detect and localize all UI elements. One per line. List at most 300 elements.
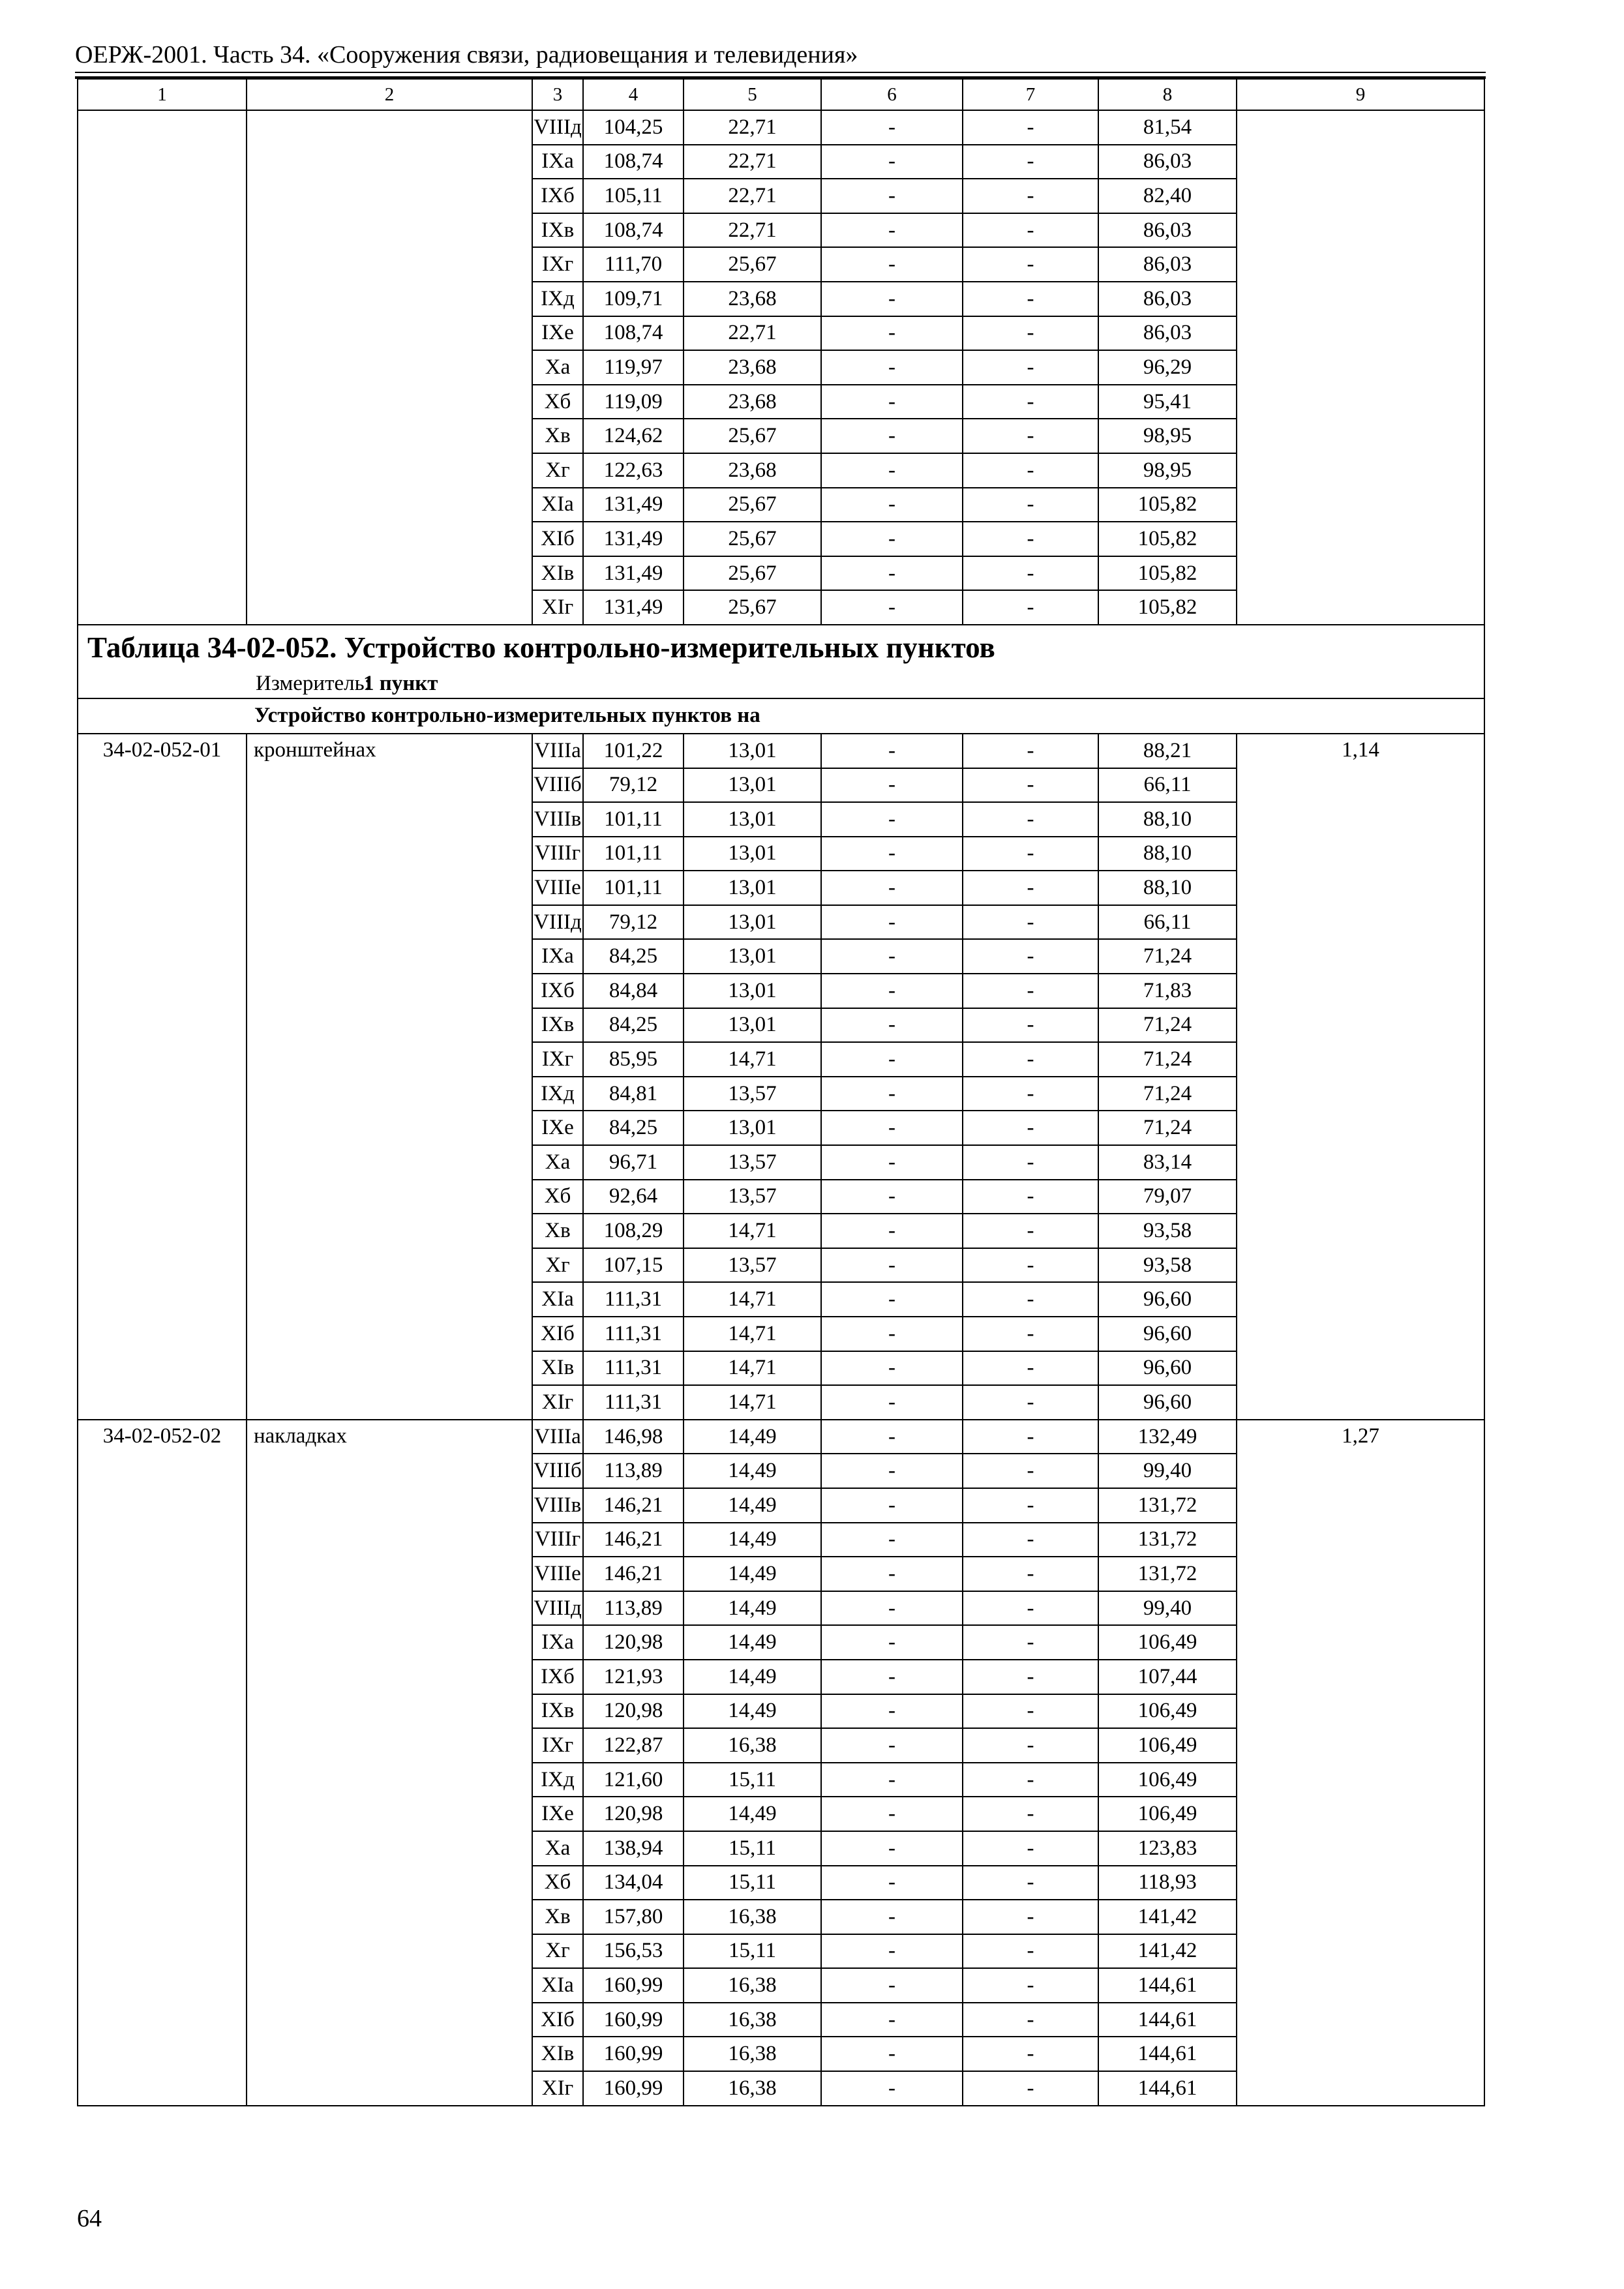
- materials-cell: 95,41: [1098, 385, 1237, 419]
- wages-cell: 22,71: [684, 316, 821, 351]
- zone-cell: Xг: [532, 1934, 583, 1969]
- direct-costs-cell: 134,04: [583, 1866, 684, 1900]
- wages-cell: 13,57: [684, 1248, 821, 1283]
- wages-cell: 16,38: [684, 2037, 821, 2071]
- materials-cell: 118,93: [1098, 1866, 1237, 1900]
- driver-wages-cell: -: [963, 1900, 1098, 1934]
- column-number: 8: [1098, 79, 1237, 110]
- direct-costs-cell: 121,93: [583, 1660, 684, 1694]
- wages-cell: 23,68: [684, 385, 821, 419]
- wages-cell: 23,68: [684, 282, 821, 316]
- materials-cell: 106,49: [1098, 1728, 1237, 1763]
- zone-cell: IXг: [532, 247, 583, 282]
- column-number-row: [78, 79, 1484, 110]
- zone-cell: VIIIб: [532, 768, 583, 803]
- zone-cell: XIб: [532, 522, 583, 556]
- zone-cell: IXе: [532, 1797, 583, 1831]
- machines-cell: -: [821, 1866, 963, 1900]
- driver-wages-cell: -: [963, 1488, 1098, 1523]
- materials-cell: 96,60: [1098, 1317, 1237, 1351]
- materials-cell: 105,82: [1098, 522, 1237, 556]
- wages-cell: 14,49: [684, 1557, 821, 1591]
- materials-cell: 88,10: [1098, 802, 1237, 837]
- direct-costs-cell: 101,22: [583, 734, 684, 768]
- column-number: 6: [821, 79, 963, 110]
- direct-costs-cell: 131,49: [583, 488, 684, 522]
- driver-wages-cell: -: [963, 1420, 1098, 1454]
- materials-cell: 71,24: [1098, 1111, 1237, 1145]
- materials-cell: 107,44: [1098, 1660, 1237, 1694]
- zone-cell: VIIIа: [532, 734, 583, 768]
- direct-costs-cell: 108,74: [583, 145, 684, 179]
- table-row: [78, 1420, 1484, 1454]
- machines-cell: -: [821, 2037, 963, 2071]
- meter-value: 1 пункт: [363, 671, 438, 695]
- materials-cell: 66,11: [1098, 905, 1237, 940]
- direct-costs-cell: 84,25: [583, 1008, 684, 1043]
- machines-cell: -: [821, 1831, 963, 1866]
- machines-cell: -: [821, 768, 963, 803]
- direct-costs-cell: 111,31: [583, 1385, 684, 1420]
- wages-cell: 13,01: [684, 1111, 821, 1145]
- wages-cell: 14,71: [684, 1317, 821, 1351]
- driver-wages-cell: -: [963, 590, 1098, 625]
- zone-cell: VIIIв: [532, 1488, 583, 1523]
- wages-cell: 14,49: [684, 1694, 821, 1729]
- zone-cell: IXб: [532, 974, 583, 1008]
- zone-cell: VIIIд: [532, 1591, 583, 1626]
- driver-wages-cell: -: [963, 1145, 1098, 1180]
- wages-cell: 14,71: [684, 1042, 821, 1077]
- zone-cell: XIв: [532, 556, 583, 591]
- driver-wages-cell: -: [963, 1660, 1098, 1694]
- materials-cell: 71,24: [1098, 1042, 1237, 1077]
- machines-cell: -: [821, 213, 963, 248]
- wages-cell: 16,38: [684, 2071, 821, 2106]
- driver-wages-cell: -: [963, 2071, 1098, 2106]
- machines-cell: -: [821, 2003, 963, 2037]
- zone-cell: Xв: [532, 1214, 583, 1248]
- direct-costs-cell: 156,53: [583, 1934, 684, 1969]
- machines-cell: -: [821, 1111, 963, 1145]
- zone-cell: Xб: [532, 1866, 583, 1900]
- machines-cell: -: [821, 939, 963, 974]
- driver-wages-cell: -: [963, 1934, 1098, 1969]
- code-cell: 34-02-052-02: [78, 1420, 247, 2106]
- materials-cell: 106,49: [1098, 1797, 1237, 1831]
- materials-cell: 106,49: [1098, 1763, 1237, 1797]
- zone-cell: XIв: [532, 1351, 583, 1386]
- driver-wages-cell: -: [963, 1523, 1098, 1557]
- wages-cell: 15,11: [684, 1831, 821, 1866]
- driver-wages-cell: -: [963, 1968, 1098, 2003]
- machines-cell: -: [821, 1763, 963, 1797]
- materials-cell: 96,29: [1098, 350, 1237, 385]
- machines-cell: -: [821, 282, 963, 316]
- materials-cell: 81,54: [1098, 110, 1237, 145]
- machines-cell: -: [821, 179, 963, 213]
- wages-cell: 15,11: [684, 1763, 821, 1797]
- driver-wages-cell: -: [963, 1351, 1098, 1386]
- wages-cell: 14,49: [684, 1454, 821, 1488]
- wages-cell: 13,57: [684, 1077, 821, 1111]
- materials-cell: 96,60: [1098, 1351, 1237, 1386]
- zone-cell: XIа: [532, 488, 583, 522]
- machines-cell: -: [821, 1968, 963, 2003]
- wages-cell: 14,49: [684, 1523, 821, 1557]
- wages-cell: 13,57: [684, 1145, 821, 1180]
- driver-wages-cell: -: [963, 1008, 1098, 1043]
- column-number: 9: [1237, 79, 1484, 110]
- machines-cell: -: [821, 1420, 963, 1454]
- zone-cell: Xа: [532, 1145, 583, 1180]
- driver-wages-cell: -: [963, 1625, 1098, 1660]
- driver-wages-cell: -: [963, 871, 1098, 905]
- page-number: 64: [77, 2205, 102, 2232]
- materials-cell: 99,40: [1098, 1454, 1237, 1488]
- wages-cell: 16,38: [684, 1900, 821, 1934]
- materials-cell: 98,95: [1098, 419, 1237, 453]
- machines-cell: -: [821, 1248, 963, 1283]
- driver-wages-cell: -: [963, 1694, 1098, 1729]
- zone-cell: IXг: [532, 1728, 583, 1763]
- zone-cell: IXа: [532, 1625, 583, 1660]
- materials-cell: 123,83: [1098, 1831, 1237, 1866]
- machines-cell: -: [821, 1557, 963, 1591]
- direct-costs-cell: 109,71: [583, 282, 684, 316]
- materials-cell: 105,82: [1098, 590, 1237, 625]
- zone-cell: XIг: [532, 590, 583, 625]
- materials-cell: 106,49: [1098, 1694, 1237, 1729]
- wages-cell: 14,71: [684, 1351, 821, 1386]
- driver-wages-cell: -: [963, 282, 1098, 316]
- direct-costs-cell: 84,84: [583, 974, 684, 1008]
- machines-cell: -: [821, 453, 963, 488]
- machines-cell: -: [821, 590, 963, 625]
- machines-cell: -: [821, 1523, 963, 1557]
- direct-costs-cell: 85,95: [583, 1042, 684, 1077]
- driver-wages-cell: -: [963, 2003, 1098, 2037]
- machines-cell: -: [821, 1488, 963, 1523]
- direct-costs-cell: 84,25: [583, 1111, 684, 1145]
- extra-cell: [1237, 110, 1484, 625]
- direct-costs-cell: 120,98: [583, 1797, 684, 1831]
- materials-cell: 83,14: [1098, 1145, 1237, 1180]
- zone-cell: IXа: [532, 145, 583, 179]
- materials-cell: 82,40: [1098, 179, 1237, 213]
- machines-cell: -: [821, 1385, 963, 1420]
- table-row: [78, 110, 1484, 145]
- machines-cell: -: [821, 1454, 963, 1488]
- zone-cell: IXе: [532, 316, 583, 351]
- zone-cell: VIIIд: [532, 110, 583, 145]
- driver-wages-cell: -: [963, 316, 1098, 351]
- driver-wages-cell: -: [963, 145, 1098, 179]
- wages-cell: 13,01: [684, 768, 821, 803]
- wages-cell: 25,67: [684, 590, 821, 625]
- machines-cell: -: [821, 556, 963, 591]
- machines-cell: -: [821, 1077, 963, 1111]
- name-cell: кронштейнах: [247, 734, 532, 1420]
- machines-cell: -: [821, 110, 963, 145]
- direct-costs-cell: 101,11: [583, 802, 684, 837]
- wages-cell: 13,01: [684, 837, 821, 871]
- direct-costs-cell: 104,25: [583, 110, 684, 145]
- rate-table: [77, 78, 1485, 2106]
- wages-cell: 13,01: [684, 974, 821, 1008]
- direct-costs-cell: 131,49: [583, 556, 684, 591]
- header-rule: [75, 72, 1486, 73]
- direct-costs-cell: 108,74: [583, 213, 684, 248]
- materials-cell: 144,61: [1098, 1968, 1237, 2003]
- direct-costs-cell: 131,49: [583, 522, 684, 556]
- materials-cell: 105,82: [1098, 488, 1237, 522]
- driver-wages-cell: -: [963, 1282, 1098, 1317]
- driver-wages-cell: -: [963, 350, 1098, 385]
- zone-cell: Xб: [532, 1180, 583, 1214]
- direct-costs-cell: 105,11: [583, 179, 684, 213]
- direct-costs-cell: 138,94: [583, 1831, 684, 1866]
- table-title: Таблица 34-02-052. Устройство контрольно-измерительных пунктов: [87, 631, 995, 664]
- wages-cell: 25,67: [684, 419, 821, 453]
- zone-cell: VIIIе: [532, 1557, 583, 1591]
- machines-cell: -: [821, 1591, 963, 1626]
- wages-cell: 22,71: [684, 213, 821, 248]
- zone-cell: IXв: [532, 1008, 583, 1043]
- running-header: ОЕРЖ-2001. Часть 34. «Сооружения связи, радиовещания и телевидения»: [75, 41, 858, 68]
- zone-cell: VIIIг: [532, 837, 583, 871]
- machines-cell: -: [821, 1934, 963, 1969]
- zone-cell: XIа: [532, 1282, 583, 1317]
- machines-cell: -: [821, 1625, 963, 1660]
- driver-wages-cell: -: [963, 556, 1098, 591]
- zone-cell: Xа: [532, 350, 583, 385]
- machines-cell: -: [821, 385, 963, 419]
- wages-cell: 14,49: [684, 1660, 821, 1694]
- machines-cell: -: [821, 1145, 963, 1180]
- direct-costs-cell: 146,98: [583, 1420, 684, 1454]
- driver-wages-cell: -: [963, 1385, 1098, 1420]
- machines-cell: -: [821, 1728, 963, 1763]
- zone-cell: XIа: [532, 1968, 583, 2003]
- direct-costs-cell: 146,21: [583, 1523, 684, 1557]
- machines-cell: -: [821, 1317, 963, 1351]
- driver-wages-cell: -: [963, 179, 1098, 213]
- extra-cell: 1,14: [1237, 734, 1484, 1420]
- driver-wages-cell: -: [963, 1797, 1098, 1831]
- materials-cell: 71,83: [1098, 974, 1237, 1008]
- zone-cell: VIIIв: [532, 802, 583, 837]
- driver-wages-cell: -: [963, 1831, 1098, 1866]
- machines-cell: -: [821, 522, 963, 556]
- wages-cell: 14,49: [684, 1625, 821, 1660]
- machines-cell: -: [821, 247, 963, 282]
- wages-cell: 25,67: [684, 488, 821, 522]
- wages-cell: 14,71: [684, 1282, 821, 1317]
- zone-cell: IXд: [532, 1077, 583, 1111]
- direct-costs-cell: 121,60: [583, 1763, 684, 1797]
- driver-wages-cell: -: [963, 453, 1098, 488]
- wages-cell: 25,67: [684, 522, 821, 556]
- column-number: 3: [532, 79, 583, 110]
- machines-cell: -: [821, 1660, 963, 1694]
- direct-costs-cell: 131,49: [583, 590, 684, 625]
- machines-cell: -: [821, 871, 963, 905]
- machines-cell: -: [821, 2071, 963, 2106]
- name-cell: [247, 110, 532, 625]
- direct-costs-cell: 107,15: [583, 1248, 684, 1283]
- wages-cell: 15,11: [684, 1934, 821, 1969]
- materials-cell: 99,40: [1098, 1591, 1237, 1626]
- direct-costs-cell: 160,99: [583, 2003, 684, 2037]
- direct-costs-cell: 113,89: [583, 1454, 684, 1488]
- wages-cell: 22,71: [684, 179, 821, 213]
- wages-cell: 14,49: [684, 1797, 821, 1831]
- zone-cell: Xв: [532, 1900, 583, 1934]
- wages-cell: 13,01: [684, 734, 821, 768]
- table-title-cell: [78, 625, 1484, 698]
- machines-cell: -: [821, 419, 963, 453]
- driver-wages-cell: -: [963, 939, 1098, 974]
- driver-wages-cell: -: [963, 768, 1098, 803]
- direct-costs-cell: 101,11: [583, 837, 684, 871]
- zone-cell: IXв: [532, 213, 583, 248]
- zone-cell: Xа: [532, 1831, 583, 1866]
- driver-wages-cell: -: [963, 419, 1098, 453]
- materials-cell: 86,03: [1098, 316, 1237, 351]
- driver-wages-cell: -: [963, 1317, 1098, 1351]
- machines-cell: -: [821, 1797, 963, 1831]
- materials-cell: 88,10: [1098, 871, 1237, 905]
- materials-cell: 141,42: [1098, 1900, 1237, 1934]
- zone-cell: VIIIг: [532, 1523, 583, 1557]
- column-number: 4: [583, 79, 684, 110]
- wages-cell: 15,11: [684, 1866, 821, 1900]
- driver-wages-cell: -: [963, 110, 1098, 145]
- materials-cell: 144,61: [1098, 2003, 1237, 2037]
- direct-costs-cell: 120,98: [583, 1625, 684, 1660]
- table-title-row: [78, 625, 1484, 698]
- zone-cell: IXб: [532, 1660, 583, 1694]
- direct-costs-cell: 108,29: [583, 1214, 684, 1248]
- driver-wages-cell: -: [963, 1866, 1098, 1900]
- materials-cell: 86,03: [1098, 213, 1237, 248]
- zone-cell: VIIIа: [532, 1420, 583, 1454]
- direct-costs-cell: 92,64: [583, 1180, 684, 1214]
- materials-cell: 66,11: [1098, 768, 1237, 803]
- zone-cell: IXб: [532, 179, 583, 213]
- materials-cell: 144,61: [1098, 2071, 1237, 2106]
- zone-cell: XIв: [532, 2037, 583, 2071]
- machines-cell: -: [821, 488, 963, 522]
- direct-costs-cell: 122,63: [583, 453, 684, 488]
- machines-cell: -: [821, 837, 963, 871]
- direct-costs-cell: 113,89: [583, 1591, 684, 1626]
- materials-cell: 86,03: [1098, 282, 1237, 316]
- zone-cell: IXв: [532, 1694, 583, 1729]
- driver-wages-cell: -: [963, 837, 1098, 871]
- direct-costs-cell: 84,81: [583, 1077, 684, 1111]
- driver-wages-cell: -: [963, 247, 1098, 282]
- zone-cell: Xг: [532, 1248, 583, 1283]
- column-number: 7: [963, 79, 1098, 110]
- extra-cell: 1,27: [1237, 1420, 1484, 2106]
- driver-wages-cell: -: [963, 1728, 1098, 1763]
- direct-costs-cell: 119,09: [583, 385, 684, 419]
- driver-wages-cell: -: [963, 213, 1098, 248]
- driver-wages-cell: -: [963, 1042, 1098, 1077]
- driver-wages-cell: -: [963, 974, 1098, 1008]
- machines-cell: -: [821, 1351, 963, 1386]
- code-cell: [78, 110, 247, 625]
- wages-cell: 22,71: [684, 110, 821, 145]
- zone-cell: VIIIе: [532, 871, 583, 905]
- direct-costs-cell: 122,87: [583, 1728, 684, 1763]
- direct-costs-cell: 79,12: [583, 905, 684, 940]
- wages-cell: 22,71: [684, 145, 821, 179]
- driver-wages-cell: -: [963, 1557, 1098, 1591]
- machines-cell: -: [821, 734, 963, 768]
- machines-cell: -: [821, 1900, 963, 1934]
- driver-wages-cell: -: [963, 522, 1098, 556]
- wages-cell: 14,49: [684, 1420, 821, 1454]
- wages-cell: 13,57: [684, 1180, 821, 1214]
- direct-costs-cell: 101,11: [583, 871, 684, 905]
- direct-costs-cell: 111,31: [583, 1351, 684, 1386]
- direct-costs-cell: 119,97: [583, 350, 684, 385]
- materials-cell: 131,72: [1098, 1523, 1237, 1557]
- materials-cell: 141,42: [1098, 1934, 1237, 1969]
- section-heading-row: [78, 698, 1484, 734]
- materials-cell: 131,72: [1098, 1488, 1237, 1523]
- machines-cell: -: [821, 802, 963, 837]
- zone-cell: XIг: [532, 1385, 583, 1420]
- direct-costs-cell: 160,99: [583, 2037, 684, 2071]
- direct-costs-cell: 79,12: [583, 768, 684, 803]
- driver-wages-cell: -: [963, 802, 1098, 837]
- code-cell: 34-02-052-01: [78, 734, 247, 1420]
- materials-cell: 131,72: [1098, 1557, 1237, 1591]
- materials-cell: 93,58: [1098, 1214, 1237, 1248]
- materials-cell: 71,24: [1098, 939, 1237, 974]
- materials-cell: 132,49: [1098, 1420, 1237, 1454]
- materials-cell: 144,61: [1098, 2037, 1237, 2071]
- direct-costs-cell: 111,70: [583, 247, 684, 282]
- wages-cell: 14,49: [684, 1591, 821, 1626]
- driver-wages-cell: -: [963, 385, 1098, 419]
- zone-cell: VIIIб: [532, 1454, 583, 1488]
- wages-cell: 13,01: [684, 905, 821, 940]
- machines-cell: -: [821, 1214, 963, 1248]
- direct-costs-cell: 111,31: [583, 1282, 684, 1317]
- driver-wages-cell: -: [963, 1180, 1098, 1214]
- driver-wages-cell: -: [963, 488, 1098, 522]
- direct-costs-cell: 124,62: [583, 419, 684, 453]
- driver-wages-cell: -: [963, 1077, 1098, 1111]
- materials-cell: 86,03: [1098, 247, 1237, 282]
- machines-cell: -: [821, 1282, 963, 1317]
- wages-cell: 13,01: [684, 939, 821, 974]
- direct-costs-cell: 96,71: [583, 1145, 684, 1180]
- materials-cell: 98,95: [1098, 453, 1237, 488]
- machines-cell: -: [821, 974, 963, 1008]
- zone-cell: VIIIд: [532, 905, 583, 940]
- name-cell: накладках: [247, 1420, 532, 2106]
- direct-costs-cell: 146,21: [583, 1488, 684, 1523]
- wages-cell: 23,68: [684, 350, 821, 385]
- zone-cell: Xв: [532, 419, 583, 453]
- table-row: [78, 734, 1484, 768]
